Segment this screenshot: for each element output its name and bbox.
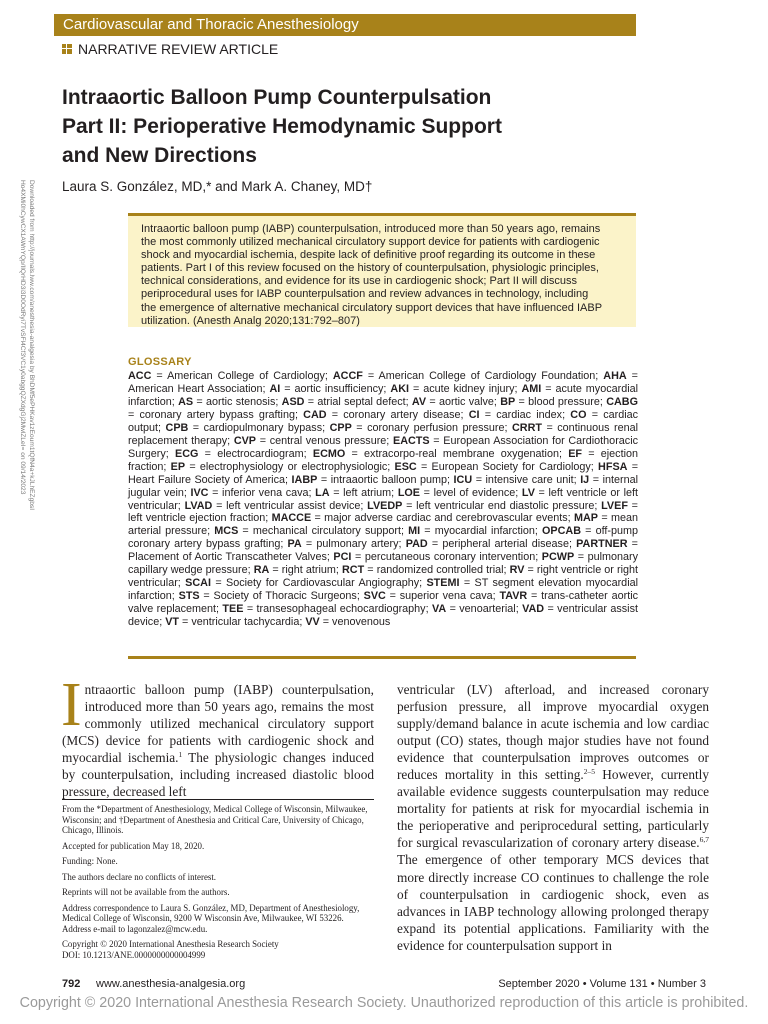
- glossary-term: CVP: [233, 434, 257, 447]
- body-text: However, currently available evidence suggests counterpulsation may reduce mortality for patients at risk for myocardial ischemia in the perioperative and periprocedural setting, particularly for surgical revascularization of coronary artery disease.: [397, 767, 710, 851]
- glossary-definition: = right atrium;: [269, 564, 342, 577]
- abstract-box: [128, 213, 636, 327]
- glossary-term: EP: [170, 460, 186, 473]
- glossary-definition: = left atrium;: [329, 486, 398, 499]
- glossary-term: TEE: [222, 603, 244, 616]
- footnote-funding: Funding: None.: [62, 856, 118, 866]
- glossary-definition: = blood pressure;: [515, 395, 607, 408]
- glossary-definition: = American College of Cardiology Foundation;: [362, 370, 604, 382]
- glossary-term: ICU: [453, 473, 473, 486]
- citation-ref[interactable]: 6,7: [699, 835, 709, 845]
- glossary-term: STEMI: [426, 577, 460, 590]
- glossary-term: ECG: [175, 447, 199, 460]
- glossary-term: VA: [431, 603, 447, 616]
- glossary-definition: = intraaortic balloon pump;: [317, 473, 454, 486]
- glossary-definition: = pulmonary artery;: [301, 538, 406, 551]
- glossary-definition: = electrophysiology or electrophysiologic;: [185, 460, 395, 473]
- glossary-definition: = American Heart Association;: [128, 370, 638, 395]
- citation-ref[interactable]: 2–5: [583, 767, 595, 777]
- glossary-definition: = aortic valve;: [426, 395, 501, 408]
- glossary-term: RV: [509, 564, 525, 577]
- glossary-term: LVAD: [184, 499, 213, 512]
- glossary-definition: = inferior vena cava;: [208, 486, 316, 499]
- glossary-definition: = trans-catheter aortic valve replacement;: [128, 590, 638, 616]
- glossary-term: CAD: [303, 408, 327, 421]
- title-line: and New Directions: [62, 144, 257, 167]
- glossary-term: RA: [253, 564, 270, 577]
- glossary-term: LVEF: [601, 499, 628, 512]
- abstract-line: shock and myocardial ischemia, despite lack of definitive proof regarding its outcome in these: [141, 249, 596, 262]
- glossary-term: CABG: [606, 395, 638, 408]
- body-column-left: [61, 671, 374, 800]
- glossary-term: ESC: [394, 460, 417, 473]
- glossary-definition: = left ventricle ejection fraction;: [128, 499, 638, 525]
- glossary-term: SCAI: [185, 577, 211, 590]
- glossary-definition: = Placement of Aortic Transcatheter Valves;: [128, 538, 638, 564]
- issue-info: September 2020 • Volume 131 • Number 3: [498, 978, 706, 990]
- glossary-definition: = superior vena cava;: [385, 590, 500, 603]
- glossary-term: PCI: [333, 551, 352, 564]
- glossary-term: ECMO: [312, 447, 346, 460]
- glossary-definition: = left ventricular assist device;: [212, 499, 368, 512]
- footnote-accepted: Accepted for publication May 18, 2020.: [62, 840, 205, 851]
- glossary-term: LV: [521, 486, 535, 499]
- glossary-term: STS: [178, 590, 200, 603]
- glossary-term: CPP: [329, 421, 352, 434]
- glossary-term: LOE: [397, 486, 421, 499]
- glossary-definition: = cardiac index;: [479, 408, 571, 421]
- article-type-label: NARRATIVE REVIEW ARTICLE: [78, 41, 279, 57]
- abstract-line: technical considerations, and evidence for its use in cardiogenic shock; Part II will discuss: [141, 275, 577, 288]
- abstract-line: the most commonly utilized mechanical circulatory support device for patients with cardiogenic: [141, 236, 600, 249]
- article-title: [62, 83, 622, 170]
- glossary-term: RCT: [342, 564, 365, 577]
- body-text: ntraaortic balloon pump (IABP) counterpulsation, introduced more than 50 years ago, remains the most commonly utilized mechanical circulatory support (MCS) device for patients with cardiogenic shock and myocardial ischemia.: [62, 682, 374, 766]
- glossary-definition: = off-pump coronary artery bypass grafting;: [128, 525, 638, 551]
- glossary-definition: = extracorpo-real membrane oxygenation;: [345, 447, 569, 460]
- glossary-definition: = ventricular assist device;: [128, 603, 638, 629]
- glossary-definition: = atrial septal defect;: [304, 395, 412, 408]
- glossary-term: CO: [570, 408, 587, 421]
- journal-url-link[interactable]: www.anesthesia-analgesia.org: [96, 978, 246, 990]
- side-note-line: Ho4XMi0hCywCX1AWnYQp/IlQrHD3i3D0OdRyi7TvSFl4Cf3VC1y0abggQZXdgGj2MwlZLeI= on 09/14/2023: [19, 180, 26, 495]
- glossary-definition: = ST segment elevation myocardial infarction;: [128, 577, 638, 603]
- glossary-definition: = ejection fraction;: [128, 447, 638, 473]
- glossary-term: SVC: [363, 590, 386, 603]
- glossary-definition: = major adverse cardiac and cerebrovascular events;: [311, 512, 575, 525]
- footnote-affiliation: From the *Department of Anesthesiology, Medical College of Wisconsin, Milwaukee, Wisconsin; and †Department of Anesthesia and Critical Care, University of Chicago, Chicago, Illinois.: [62, 804, 368, 835]
- title-line: Part II: Perioperative Hemodynamic Support: [62, 115, 502, 138]
- glossary-term: CI: [468, 408, 480, 421]
- glossary-term: HFSA: [598, 460, 628, 473]
- glossary-term: AS: [178, 395, 194, 408]
- footnote-correspondence: Address correspondence to Laura S. González, MD, Department of Anesthesiology, Medical College of Wisconsin, 9200 W Wisconsin Ave, Milwaukee, WI 53226. Address e-mail to lagonzalez@mcw.edu.: [62, 902, 360, 934]
- glossary-term: LVEDP: [367, 499, 403, 512]
- glossary-term: MACCE: [271, 512, 312, 525]
- glossary-definition: = acute kidney injury;: [409, 382, 522, 395]
- glossary-term: ACC: [128, 370, 152, 382]
- glossary-definition: = coronary artery disease;: [326, 408, 469, 421]
- glossary-term: EF: [568, 447, 582, 460]
- glossary-term: LA: [315, 486, 330, 499]
- glossary-definition: = Society for Cardiovascular Angiography;: [210, 577, 427, 590]
- glossary-definition: = level of evidence;: [420, 486, 522, 499]
- glossary-definition: = acute myocardial infarction;: [128, 382, 639, 408]
- body-column-right: [397, 681, 709, 954]
- section-banner: Cardiovascular and Thoracic Anesthesiology: [54, 14, 636, 36]
- glossary-term: TAVR: [499, 590, 528, 603]
- glossary-definition: = coronary perfusion pressure;: [351, 421, 512, 434]
- glossary-definition: = internal jugular vein;: [128, 473, 638, 499]
- author-list: Laura S. González, MD,* and Mark A. Chaney, MD†: [62, 179, 373, 194]
- glossary-term: CRRT: [512, 421, 542, 434]
- glossary-term: PAD: [405, 538, 428, 551]
- glossary-definition: = randomized controlled trial;: [364, 564, 510, 577]
- glossary-definition: = peripheral arterial disease;: [427, 538, 577, 551]
- page-number: 792: [62, 978, 81, 990]
- glossary-title: GLOSSARY: [128, 356, 192, 368]
- footnote-divider: [62, 799, 374, 800]
- body-text: ventricular (LV) afterload, and increased coronary perfusion pressure, all improve myocardial oxygen supply/demand balance in acute ischemia and low cardiac output (CO) states, though major studies have not found evidence that counterpulsation improves outcomes or reduces mortality in this setting.: [397, 682, 709, 783]
- drop-cap: I: [61, 671, 82, 739]
- abstract-line: Intraaortic balloon pump (IABP) counterpulsation, introduced more than 50 years ago, remains: [141, 223, 601, 235]
- glossary-term: VAD: [522, 603, 545, 616]
- abstract-line: the emergence of alternative mechanical circulatory support devices that have influenced IABP: [141, 301, 603, 314]
- glossary-definition: = continuous renal replacement therapy;: [128, 421, 639, 447]
- glossary-term: AI: [269, 382, 281, 395]
- glossary-definition: = central venous pressure;: [256, 434, 393, 447]
- download-side-note: [14, 180, 36, 610]
- glossary-term: ACCF: [332, 370, 363, 382]
- glossary-definition: = aortic stenosis;: [193, 395, 282, 408]
- glossary-term: AKI: [390, 382, 409, 395]
- glossary-term: PARTNER: [576, 538, 628, 551]
- glossary-term: BP: [500, 395, 516, 408]
- glossary-definition: = transesophageal echocardiography;: [243, 603, 432, 616]
- glossary-term: IVC: [190, 486, 209, 499]
- glossary-definition: = percutaneous coronary intervention;: [351, 551, 542, 564]
- glossary-definition: = Heart Failure Society of America;: [128, 460, 639, 486]
- body-text: The physiologic changes induced by counterpulsation, including increased diastolic blood pressure, decreased left: [62, 750, 374, 800]
- glossary-definition: = venovenous: [319, 616, 391, 629]
- abstract-line: utilization. (Anesth Analg 2020;131:792–807): [141, 314, 360, 327]
- glossary-term: IJ: [580, 473, 590, 486]
- glossary-definition: = American College of Cardiology;: [151, 370, 333, 382]
- glossary-term: IABP: [291, 473, 318, 486]
- citation-ref[interactable]: 1: [178, 750, 183, 760]
- body-text: The emergence of other temporary MCS devices that more directly increase CO continues to challenge the role of counterpulsation in cardiogenic shock, even as advances in IABP technology allowing prolonged therapy expand its potential applications. Familiarity with the evidence for counterpulsation support in: [397, 852, 709, 953]
- copyright-watermark: Copyright © 2020 International Anesthesia Research Society. Unauthorized reproduction of this article is prohibited.: [19, 995, 749, 1011]
- glossary-definition: = coronary artery bypass grafting;: [128, 408, 304, 421]
- footnotes: [62, 804, 374, 960]
- glossary-definition: = mean arterial pressure;: [128, 512, 638, 538]
- glossary-term: EACTS: [393, 434, 430, 447]
- glossary-definition: = left ventricle or left ventricular;: [128, 486, 638, 512]
- glossary-term: PCWP: [541, 551, 575, 564]
- glossary-definition: = cardiopulmonary bypass;: [188, 421, 330, 434]
- glossary-term: OPCAB: [542, 525, 581, 538]
- glossary-definition: = right ventricle or right ventricular;: [128, 564, 638, 590]
- glossary-term: MI: [408, 525, 421, 538]
- glossary-definition: = Society of Thoracic Surgeons;: [199, 590, 364, 603]
- article-type: [62, 41, 278, 57]
- side-note-line: Downloaded from http://journals.lww.com/anesthesia-analgesia by BhDMf5ePHKav1zEoum1tQfN4a+kJLhEZgbsI: [28, 180, 35, 511]
- footnote-copyright: Copyright © 2020 International Anesthesia Research Society: [62, 939, 279, 949]
- glossary-definition: = European Society for Cardiology;: [416, 460, 599, 473]
- glossary-term: CPB: [165, 421, 189, 434]
- title-line: Intraaortic Balloon Pump Counterpulsation: [62, 86, 492, 109]
- glossary-definition: = electrocardiogram;: [198, 447, 313, 460]
- glossary-term: AHA: [603, 370, 627, 382]
- abstract-line: periprocedural uses for IABP counterpulsation and review advances in technology, including: [141, 288, 589, 301]
- glossary-definition: = aortic insufficiency;: [280, 382, 391, 395]
- glossary-definition: = venoarterial;: [446, 603, 523, 616]
- section-divider: [128, 656, 636, 659]
- glossary-term: AV: [411, 395, 427, 408]
- glossary-definition: = cardiac output;: [128, 408, 639, 434]
- glossary-definition: = mechanical circulatory support;: [238, 525, 409, 538]
- glossary-term: AMI: [521, 382, 542, 395]
- footnote-reprints: Reprints will not be available from the authors.: [62, 887, 230, 897]
- glossary-definition: = ventricular tachycardia;: [179, 616, 306, 629]
- glossary-term: VT: [165, 616, 180, 629]
- glossary-definition: = left ventricular end diastolic pressure;: [402, 499, 602, 512]
- glossary: [128, 356, 638, 629]
- glossary-body: [128, 370, 638, 629]
- glossary-term: VV: [305, 616, 320, 629]
- glossary-term: MCS: [214, 525, 239, 538]
- glossary-term: ASD: [281, 395, 305, 408]
- glossary-definition: = intensive care unit;: [472, 473, 581, 486]
- glossary-term: MAP: [574, 512, 599, 525]
- glossary-definition: = pulmonary capillary wedge pressure;: [128, 551, 638, 577]
- footnote-doi[interactable]: DOI: 10.1213/ANE.0000000000004999: [62, 949, 206, 960]
- abstract-line: patients. Part I of this review focused on the history of counterpulsation, physiologic principles,: [141, 262, 599, 275]
- glossary-definition: = European Association for Cardiothoracic Surgery;: [128, 434, 638, 460]
- glossary-term: PA: [287, 538, 302, 551]
- footnote-conflicts: The authors declare no conflicts of interest.: [62, 871, 217, 882]
- grid-square-icon: [62, 44, 72, 54]
- glossary-definition: = myocardial infarction;: [420, 525, 542, 538]
